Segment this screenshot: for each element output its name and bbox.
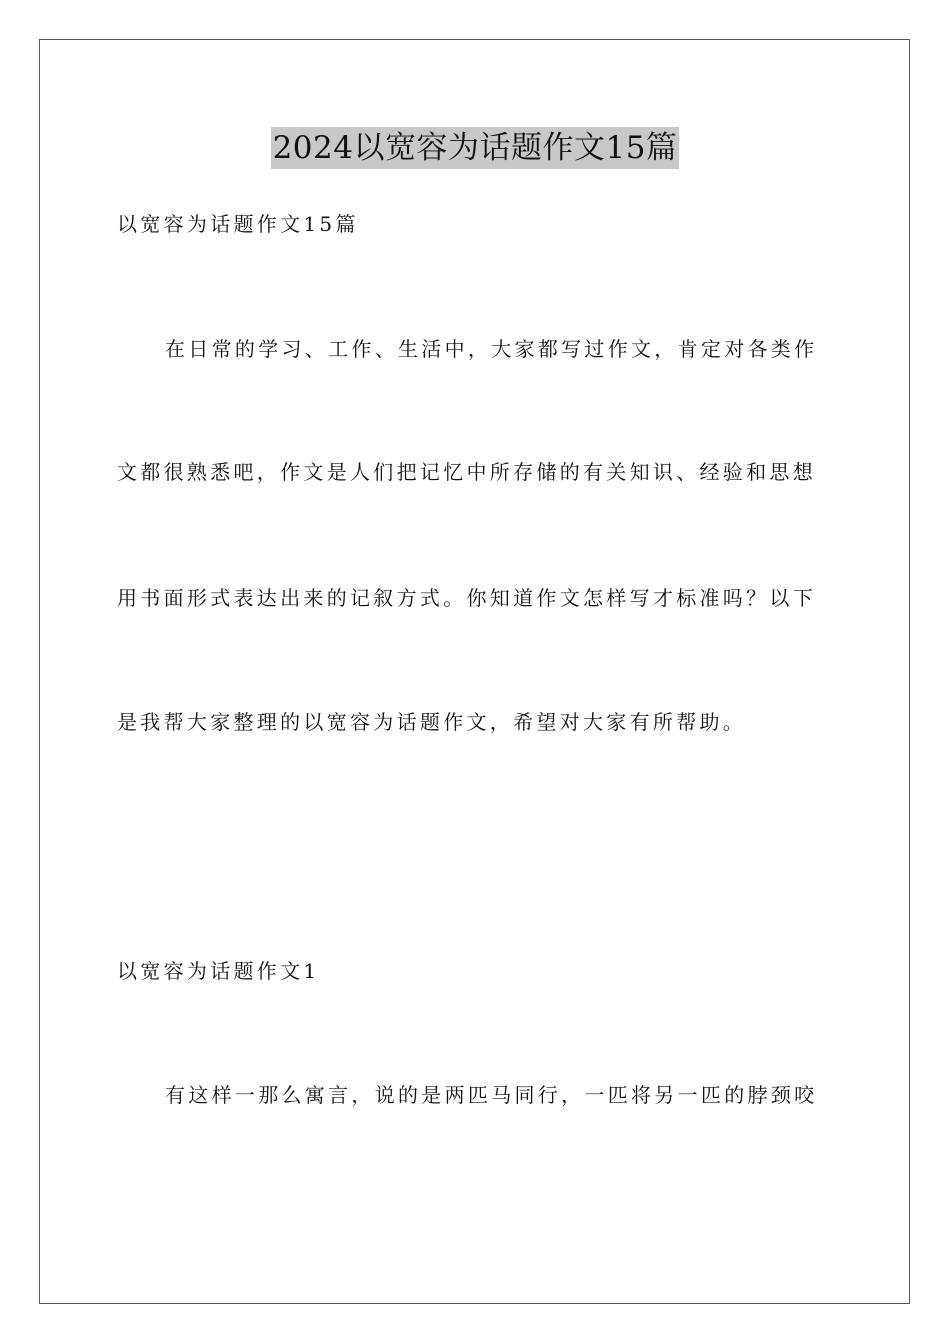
intro-line-4: 是我帮大家整理的以宽容为话题作文，希望对大家有所帮助。 (117, 710, 747, 734)
intro-line-3: 用书面形式表达出来的记叙方式。你知道作文怎样写才标准吗？以下 (117, 586, 816, 610)
document-title: 2024以宽容为话题作文15篇 (271, 127, 680, 169)
title-container (0, 127, 950, 169)
section-first-line: 有这样一那么寓言，说的是两匹马同行，一匹将另一匹的脖颈咬 (165, 1083, 818, 1107)
intro-line-2: 文都很熟悉吧，作文是人们把记忆中所存储的有关知识、经验和思想 (117, 460, 816, 484)
section-heading: 以宽容为话题作文1 (117, 959, 320, 983)
intro-line-1: 在日常的学习、工作、生活中，大家都写过作文，肯定对各类作 (165, 337, 818, 361)
document-subtitle: 以宽容为话题作文15篇 (117, 212, 359, 236)
